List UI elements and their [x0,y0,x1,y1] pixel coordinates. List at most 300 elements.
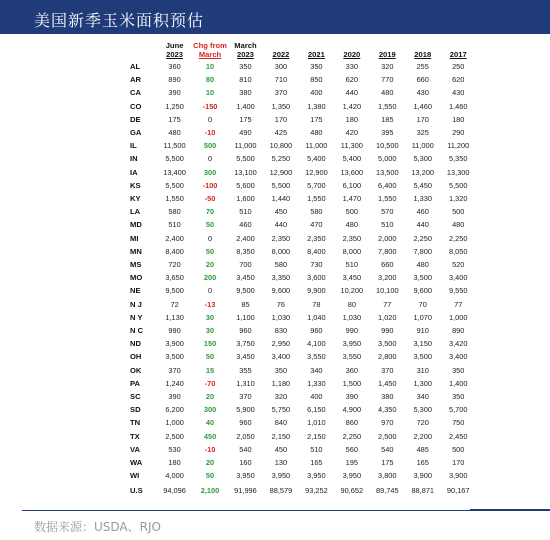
value-cell: 88,579 [269,485,293,495]
state-cell: OH [130,352,142,362]
value-cell: 8,350 [236,246,255,256]
value-cell: 4,900 [342,405,362,415]
value-cell: 80 [347,299,356,309]
state-cell: LA [130,207,141,217]
value-cell: 910 [416,326,429,336]
value-cell: 1,600 [236,194,255,204]
value-cell: 3,400 [271,352,291,362]
table-row [126,350,476,363]
change-cell: 500 [203,141,217,151]
page-title: 美国新季玉米面积预估 [34,11,205,30]
table-row [126,100,476,113]
value-cell: 560 [345,444,358,454]
value-cell: 1,460 [413,101,432,111]
value-cell: 5,000 [378,154,397,164]
value-cell: 2,800 [378,352,397,362]
value-cell: 93,252 [305,485,328,495]
value-cell: 660 [416,75,429,85]
value-cell: 11,200 [447,141,470,151]
state-cell: WI [130,471,140,481]
acreage-table [126,42,476,499]
value-cell: 380 [239,88,252,98]
value-cell: 2,500 [165,431,184,441]
value-cell: 5,500 [448,180,468,190]
value-cell: 170 [274,114,288,124]
value-cell: 830 [274,326,288,336]
value-cell: 13,200 [411,167,435,177]
value-cell: 88,871 [411,485,435,495]
value-cell: 1,030 [342,312,362,322]
table-row [126,218,476,231]
change-cell: 0 [207,233,213,243]
value-cell: 2,250 [413,233,432,243]
column-header-6 [370,42,405,60]
value-cell: 310 [416,365,429,375]
value-cell: 510 [381,220,394,230]
value-cell: 5,750 [271,405,291,415]
value-cell: 480 [416,260,429,270]
change-cell: 300 [203,405,217,415]
value-cell: 3,750 [236,339,255,349]
value-cell: 12,900 [305,167,328,177]
change-cell: -50 [204,194,216,204]
state-cell: SC [130,392,141,402]
change-cell: 20 [205,458,215,468]
value-cell: 500 [452,207,465,217]
column-header-top: March [234,41,257,50]
change-cell: 0 [207,114,213,124]
value-cell: 395 [381,128,394,138]
table-row [126,311,476,324]
value-cell: 850 [310,75,323,85]
change-cell: -10 [204,128,216,138]
value-cell: 3,150 [413,339,432,349]
table-row [126,456,476,469]
value-cell: 1,310 [236,378,255,388]
value-cell: 5,700 [307,180,326,190]
value-cell: 3,950 [342,339,362,349]
value-cell: 3,500 [165,352,184,362]
column-header-7 [405,42,440,60]
value-cell: 440 [274,220,288,230]
value-cell: 890 [452,326,465,336]
state-cell: CO [130,101,142,111]
value-cell: 94,096 [163,485,186,495]
value-cell: 860 [345,418,358,428]
column-header-1 [192,42,227,60]
value-cell: 10,100 [375,286,399,296]
value-cell: 500 [345,207,358,217]
value-cell: 3,450 [236,352,255,362]
value-cell: 9,550 [448,286,468,296]
state-cell: WA [130,458,143,468]
value-cell: 420 [345,128,358,138]
value-cell: 430 [452,88,465,98]
value-cell: 400 [310,392,323,402]
change-cell: -13 [204,299,216,309]
value-cell: 6,100 [342,180,362,190]
value-cell: 90,652 [340,485,364,495]
state-cell: MO [130,273,143,283]
change-cell: 80 [205,75,215,85]
value-cell: 1,030 [271,312,291,322]
state-cell: N C [130,326,144,336]
value-cell: 840 [274,418,288,428]
value-cell: 11,500 [163,141,186,151]
column-header-2 [228,42,263,60]
value-cell: 7,800 [378,246,397,256]
value-cell: 2,500 [378,431,397,441]
value-cell: 500 [452,444,465,454]
change-cell: 30 [205,312,215,322]
value-cell: 5,500 [271,180,291,190]
state-cell: N J [130,299,142,309]
value-cell: 180 [452,114,465,124]
table-row [126,403,476,416]
value-cell: 77 [454,299,463,309]
value-cell: 6,200 [165,405,184,415]
state-cell: DE [130,114,141,124]
state-cell: PA [130,378,140,388]
change-cell: -10 [204,444,216,454]
value-cell: 175 [310,114,323,124]
state-cell: AR [130,75,141,85]
value-cell: 5,700 [448,405,468,415]
table-row [126,245,476,258]
value-cell: 7,800 [413,246,432,256]
value-cell: 1,380 [307,101,326,111]
value-cell: 360 [168,62,181,71]
column-header-3 [263,42,298,60]
value-cell: 1,450 [378,378,397,388]
value-cell: 450 [274,444,288,454]
state-cell: KS [130,180,141,190]
value-cell: 165 [310,458,323,468]
value-cell: 1,100 [236,312,255,322]
column-header-bottom: 2021 [307,49,325,59]
change-cell: 0 [207,286,213,296]
value-cell: 255 [416,62,429,71]
table-row [126,126,476,139]
value-cell: 490 [239,128,252,138]
value-cell: 480 [168,128,181,138]
value-cell: 350 [452,365,465,375]
state-cell: VA [130,444,140,454]
value-cell: 320 [274,392,288,402]
column-header-0 [157,42,192,60]
value-cell: 8,000 [342,246,362,256]
state-cell: TX [130,431,140,441]
value-cell: 480 [452,220,465,230]
table-row [126,324,476,337]
table-row [126,179,476,192]
value-cell: 11,000 [411,141,434,151]
value-cell: 13,100 [234,167,257,177]
value-cell: 960 [310,326,323,336]
state-cell: SD [130,405,141,415]
value-cell: 340 [416,392,429,402]
value-cell: 11,000 [305,141,328,151]
value-cell: 76 [276,299,286,309]
value-cell: 3,400 [448,273,468,283]
change-cell: 50 [205,471,215,481]
value-cell: 170 [452,458,465,468]
value-cell: 4,350 [378,405,397,415]
value-cell: 2,000 [378,233,397,243]
value-cell: 1,020 [378,312,397,322]
change-cell: 2,100 [200,485,220,495]
value-cell: 2,050 [236,431,255,441]
table-row [126,298,476,311]
value-cell: 3,450 [236,273,255,283]
change-cell: 450 [203,431,217,441]
value-cell: 570 [381,207,394,217]
value-cell: 89,745 [375,485,399,495]
change-cell: 0 [207,154,213,164]
value-cell: 9,600 [413,286,432,296]
table-row [126,377,476,390]
state-cell: MI [130,233,139,243]
value-cell: 400 [310,88,323,98]
value-cell: 990 [345,326,358,336]
value-cell: 330 [345,62,358,71]
value-cell: 1,550 [378,101,397,111]
table-header-row [126,42,476,60]
value-cell: 175 [381,458,394,468]
state-cell: U.S [130,485,143,495]
value-cell: 160 [239,458,252,468]
table-row [126,205,476,218]
value-cell: 3,550 [307,352,326,362]
value-cell: 3,800 [378,471,397,481]
value-cell: 1,010 [307,418,326,428]
value-cell: 4,100 [307,339,326,349]
value-cell: 13,400 [163,167,186,177]
table-row [126,271,476,284]
value-cell: 1,040 [307,312,326,322]
value-cell: 1,440 [271,194,291,204]
value-cell: 3,500 [413,273,432,283]
change-cell: 300 [203,167,217,177]
state-cell: AL [130,62,141,71]
state-cell: KY [130,194,141,204]
value-cell: 5,600 [236,180,255,190]
value-cell: 1,240 [165,378,184,388]
total-row [126,483,476,499]
value-cell: 91,996 [234,485,257,495]
table-row [126,430,476,443]
value-cell: 72 [170,299,179,309]
column-header-4 [299,42,334,60]
value-cell: 250 [452,62,465,71]
value-cell: 1,550 [307,194,326,204]
value-cell: 9,900 [307,286,326,296]
change-cell: 30 [205,326,215,336]
change-cell: 40 [205,418,215,428]
value-cell: 1,130 [165,312,184,322]
value-cell: 1,550 [165,194,184,204]
value-cell: 355 [239,365,252,375]
value-cell: 380 [381,392,394,402]
value-cell: 195 [345,458,358,468]
value-cell: 620 [345,75,358,85]
value-cell: 720 [168,260,181,270]
value-cell: 2,450 [448,431,468,441]
column-header-bottom: 2019 [378,49,396,59]
value-cell: 9,600 [271,286,291,296]
change-cell: 15 [205,365,215,375]
value-cell: 970 [381,418,394,428]
value-cell: 10,200 [340,286,364,296]
value-cell: 510 [168,220,181,230]
value-cell: 425 [274,128,288,138]
value-cell: 2,350 [307,233,326,243]
table-row [126,390,476,403]
column-header-bottom: March [198,49,222,59]
value-cell: 8,400 [165,246,184,256]
value-cell: 350 [274,365,288,375]
state-cell: ND [130,339,141,349]
table-row [126,86,476,99]
value-cell: 9,500 [165,286,184,296]
value-cell: 990 [381,326,394,336]
value-cell: 300 [274,62,288,71]
value-cell: 370 [381,365,394,375]
change-cell: 20 [205,392,215,402]
value-cell: 5,400 [342,154,362,164]
state-cell: IL [130,141,137,151]
footer-divider-accent [470,509,550,511]
table-row [126,469,476,482]
value-cell: 9,500 [236,286,255,296]
state-cell: GA [130,128,142,138]
value-cell: 1,000 [448,312,468,322]
value-cell: 3,200 [378,273,397,283]
table-row [126,166,476,179]
value-cell: 170 [416,114,429,124]
value-cell: 720 [416,418,429,428]
value-cell: 710 [274,75,288,85]
value-cell: 1,330 [413,194,432,204]
column-header-bottom: 2017 [449,49,467,59]
change-cell: 200 [203,273,217,283]
column-header-bottom: 2020 [343,49,361,59]
value-cell: 3,400 [448,352,468,362]
change-cell: 50 [205,220,215,230]
value-cell: 2,150 [271,431,291,441]
value-cell: 3,950 [307,471,326,481]
value-cell: 1,500 [342,378,362,388]
value-cell: 2,200 [413,431,432,441]
value-cell: 1,350 [271,101,291,111]
state-cell: MS [130,260,142,270]
value-cell: 175 [168,114,181,124]
table-row [126,139,476,152]
value-cell: 77 [383,299,392,309]
value-cell: 5,300 [413,154,432,164]
value-cell: 3,650 [165,273,184,283]
change-cell: 70 [205,207,215,217]
value-cell: 13,300 [446,167,470,177]
change-cell: 150 [203,339,217,349]
change-cell: -100 [202,180,218,190]
value-cell: 5,350 [448,154,468,164]
table-row [126,73,476,86]
value-cell: 290 [452,128,465,138]
value-cell: 390 [168,392,181,402]
value-cell: 5,400 [307,154,326,164]
value-cell: 3,900 [413,471,432,481]
value-cell: 540 [239,444,252,454]
header-bar [0,0,550,34]
value-cell: 1,320 [448,194,468,204]
value-cell: 1,460 [448,101,468,111]
value-cell: 1,400 [236,101,255,111]
value-cell: 580 [168,207,181,217]
value-cell: 350 [239,62,252,71]
value-cell: 370 [274,88,288,98]
column-header-top: Chg from [193,41,227,50]
value-cell: 2,150 [307,431,326,441]
value-cell: 1,250 [165,101,184,111]
value-cell: 580 [310,207,323,217]
value-cell: 2,350 [271,233,291,243]
value-cell: 5,500 [165,180,184,190]
change-cell: -70 [204,378,216,388]
change-cell: 50 [205,352,215,362]
value-cell: 460 [239,220,252,230]
value-cell: 12,900 [269,167,293,177]
table-row [126,416,476,429]
value-cell: 485 [416,444,429,454]
state-cell: CA [130,88,141,98]
change-cell: 10 [205,62,215,71]
value-cell: 620 [452,75,465,85]
value-cell: 390 [345,392,358,402]
table-row [126,284,476,297]
value-cell: 165 [416,458,429,468]
column-header-bottom: 2022 [272,49,290,59]
column-header-top: June [165,41,184,50]
value-cell: 1,000 [165,418,184,428]
value-cell: 2,250 [342,431,362,441]
value-cell: 890 [168,75,181,85]
value-cell: 5,500 [236,154,255,164]
value-cell: 520 [452,260,465,270]
value-cell: 3,350 [271,273,291,283]
value-cell: 430 [416,88,429,98]
state-cell: TN [130,418,141,428]
value-cell: 1,180 [271,378,291,388]
value-cell: 2,250 [448,233,468,243]
value-cell: 810 [239,75,252,85]
state-cell: OK [130,365,142,375]
table-row [126,232,476,245]
value-cell: 10,500 [375,141,399,151]
value-cell: 1,470 [342,194,362,204]
value-cell: 1,330 [307,378,326,388]
value-cell: 5,250 [271,154,291,164]
value-cell: 700 [239,260,252,270]
value-cell: 6,150 [307,405,326,415]
value-cell: 990 [168,326,181,336]
value-cell: 85 [241,299,250,309]
change-cell: 20 [205,260,215,270]
value-cell: 370 [239,392,252,402]
value-cell: 450 [274,207,288,217]
value-cell: 1,400 [448,378,468,388]
value-cell: 540 [381,444,394,454]
